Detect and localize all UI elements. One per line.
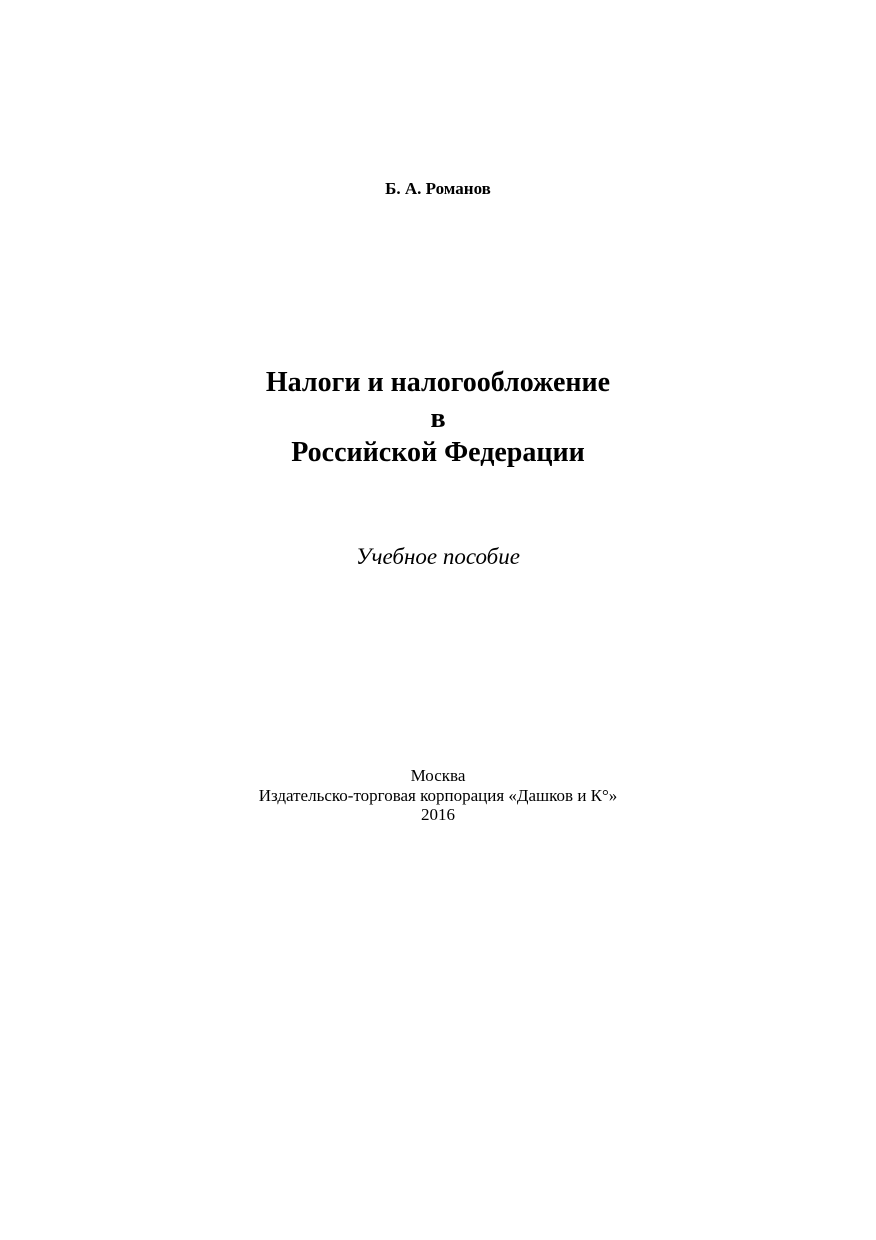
imprint-publisher: Издательско-торговая корпорация «Дашков и К°»	[258, 786, 618, 805]
book-title-line-1: Налоги и налогообложение	[265, 367, 611, 398]
author-name: Б. А. Романов	[385, 179, 491, 198]
book-title-line-3: Российской Федерации	[291, 437, 585, 468]
imprint-city: Москва	[410, 766, 466, 785]
imprint-year: 2016	[421, 805, 455, 824]
book-title-line-2: в	[430, 403, 446, 434]
book-subtitle: Учебное пособие	[356, 544, 520, 569]
